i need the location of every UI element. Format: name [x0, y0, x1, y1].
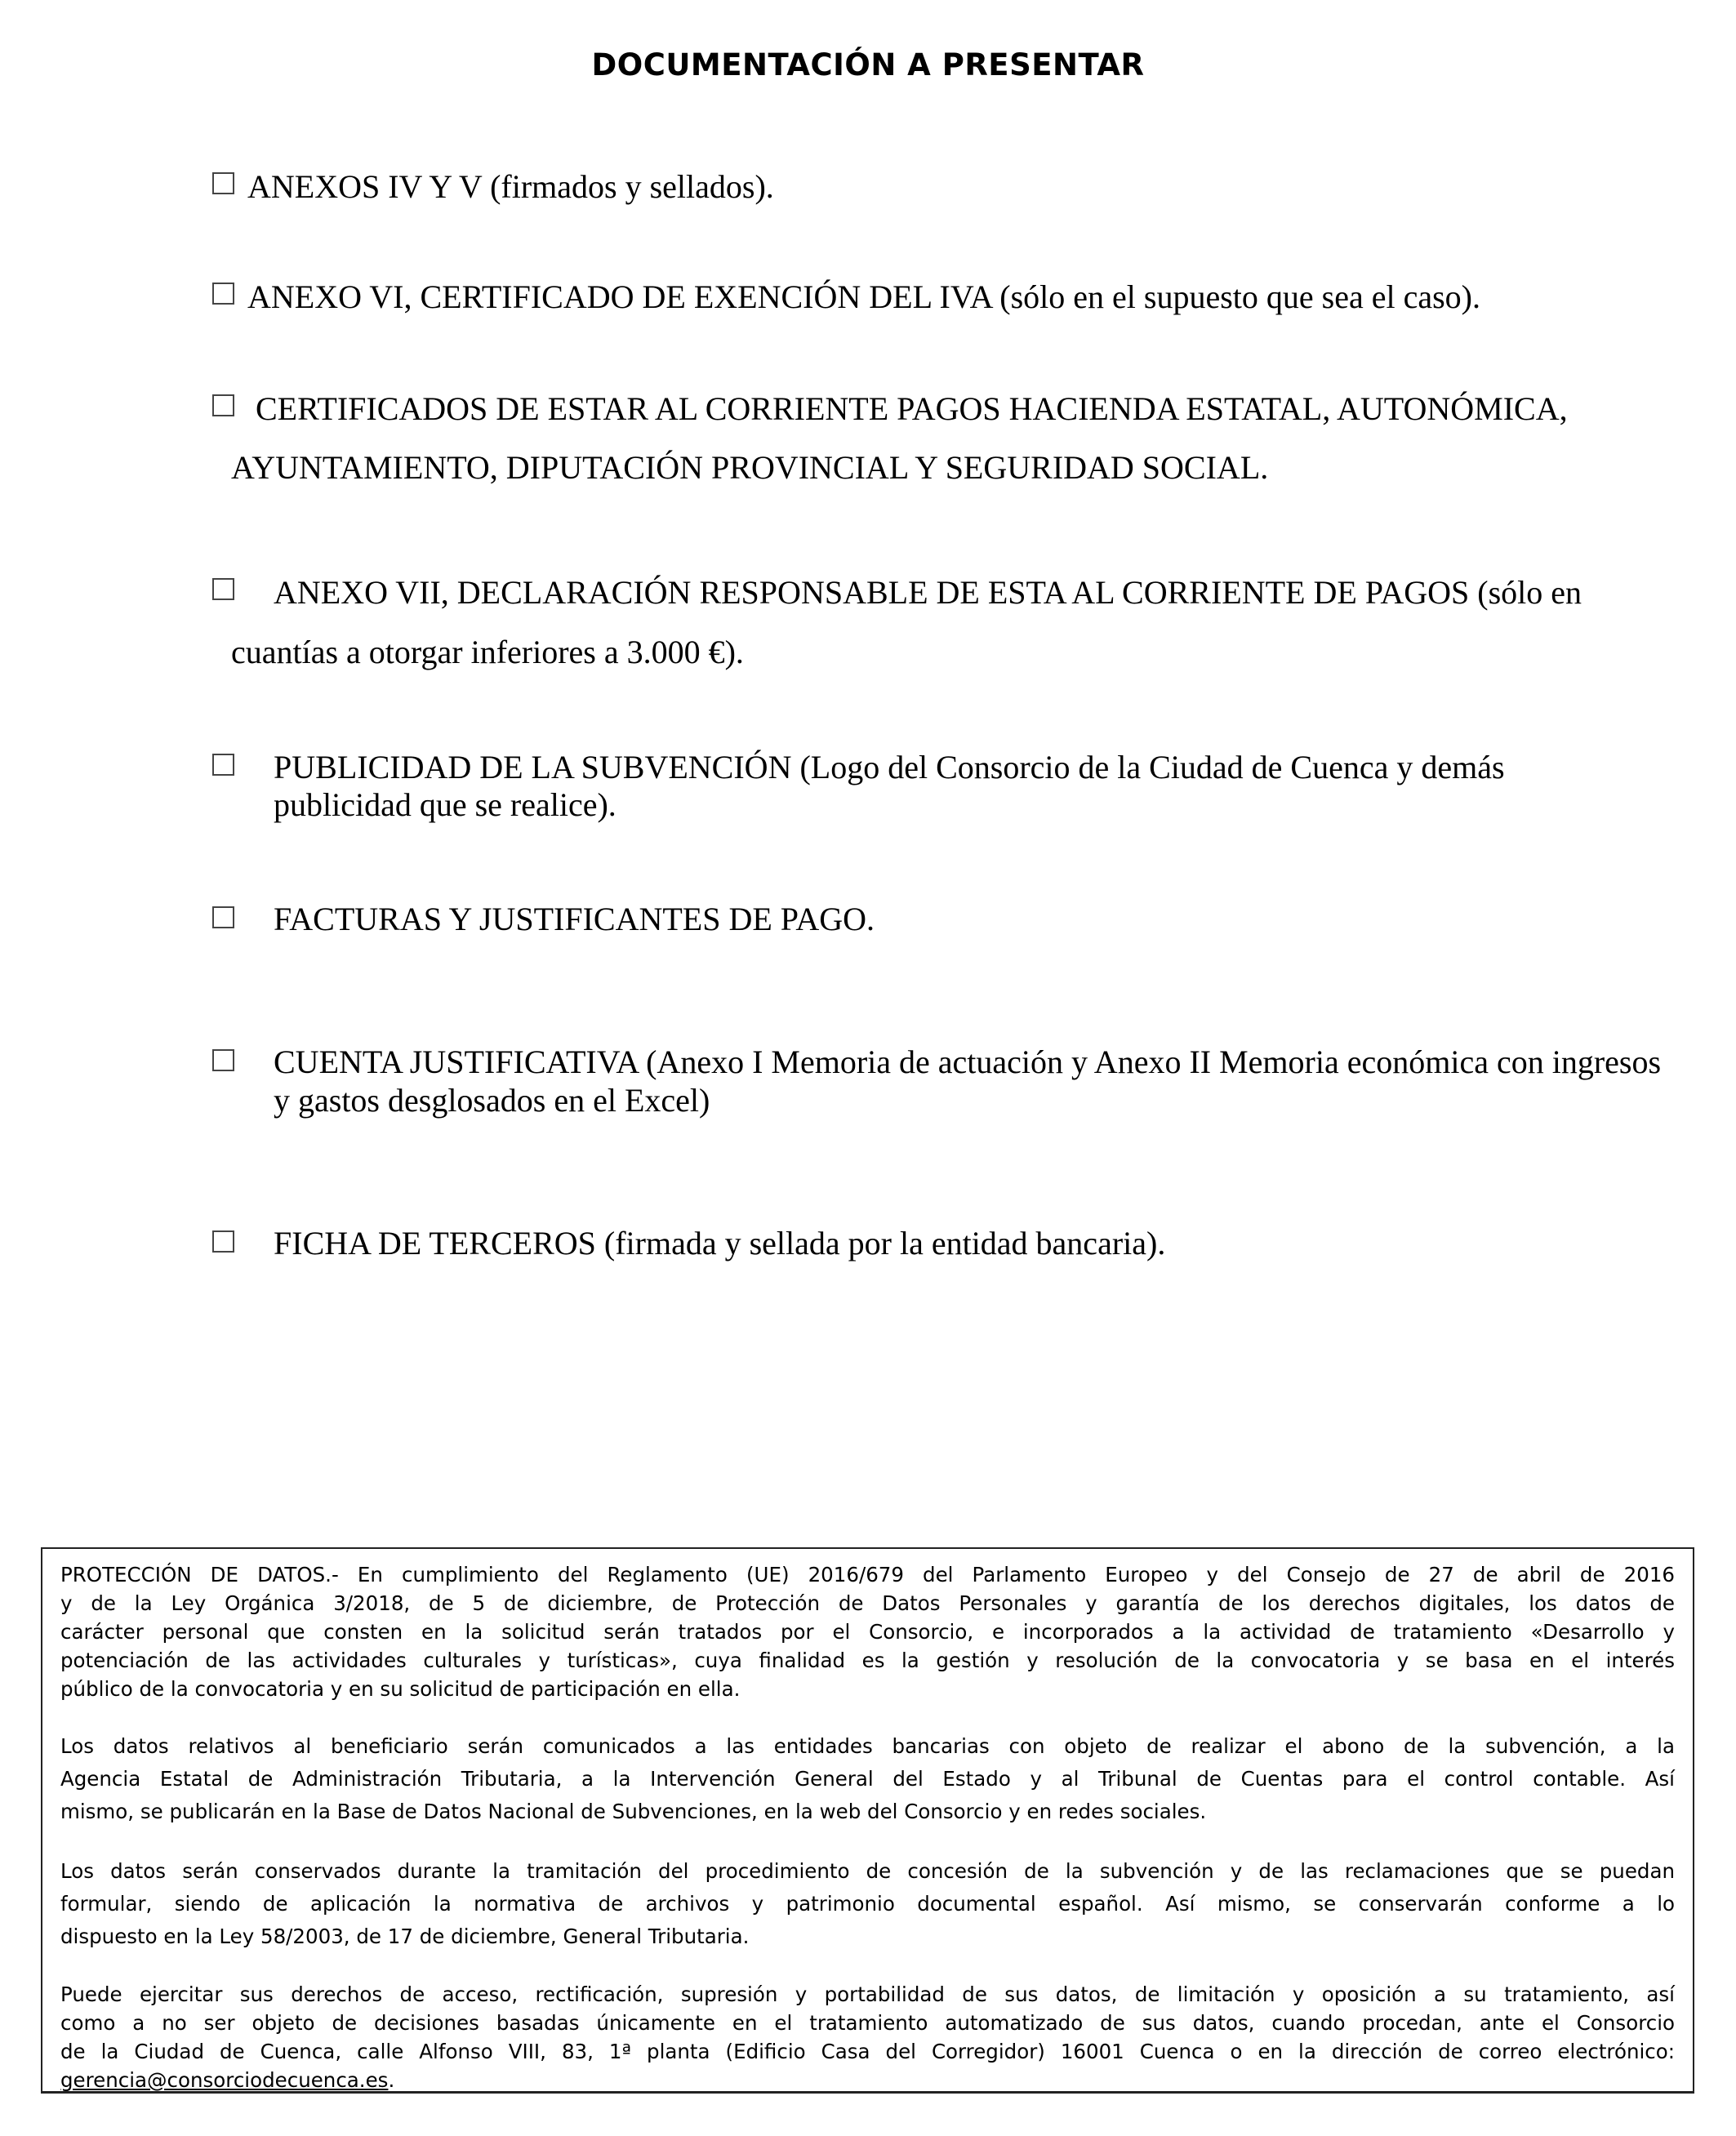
item-label: cuantías a otorgar inferiores a 3.000 €). — [231, 634, 744, 670]
email-suffix: . — [388, 2068, 395, 2092]
text-line: carácter personal que consten en la solicitud serán tratados por el Consorcio, e incorporados a la actividad de tratamiento «Desarrollo y — [60, 1620, 1675, 1644]
checkbox-anexo-vii[interactable] — [212, 578, 234, 600]
checkbox-certificados[interactable] — [212, 394, 234, 416]
item-label: PUBLICIDAD DE LA SUBVENCIÓN (Logo del Consorcio de la Ciudad de Cuenca y demás — [274, 749, 1505, 785]
checkbox-cuenta-justificativa[interactable] — [212, 1049, 234, 1071]
text-line: dispuesto en la Ley 58/2003, de 17 de diciembre, General Tributaria. — [60, 1925, 750, 1948]
text-line: Puede ejercitar sus derechos de acceso, rectificación, supresión y portabilidad de sus datos, de limitación y oposición a su tratamiento, así — [60, 1982, 1675, 2006]
item-label: FACTURAS Y JUSTIFICANTES DE PAGO. — [274, 901, 875, 937]
item-label: publicidad que se realice). — [274, 786, 617, 823]
item-label: FICHA DE TERCEROS (firmada y sellada por la entidad bancaria). — [274, 1225, 1166, 1262]
item-label: y gastos desglosados en el Excel) — [274, 1082, 710, 1119]
text-line: público de la convocatoria y en su solicitud de participación en ella. — [60, 1677, 741, 1701]
checkbox-publicidad[interactable] — [212, 754, 234, 776]
text-line: y de la Ley Orgánica 3/2018, de 5 de diciembre, de Protección de Datos Personales y garantía de los derechos digitales, los datos de — [60, 1591, 1675, 1615]
item-label: AYUNTAMIENTO, DIPUTACIÓN PROVINCIAL Y SEGURIDAD SOCIAL. — [231, 449, 1269, 486]
item-label: ANEXO VII, DECLARACIÓN RESPONSABLE DE ESTA AL CORRIENTE DE PAGOS (sólo en — [274, 574, 1582, 611]
text-line: mismo, se publicarán en la Base de Datos Nacional de Subvenciones, en la web del Consorcio y en redes sociales. — [60, 1800, 1207, 1823]
item-label: CUENTA JUSTIFICATIVA (Anexo I Memoria de actuación y Anexo II Memoria económica con ingresos — [274, 1044, 1662, 1080]
text-line: de la Ciudad de Cuenca, calle Alfonso VIII, 83, 1ª planta (Edificio Casa del Corregidor) 16001 Cuenca o en la dirección de correo electrónico: — [60, 2040, 1675, 2063]
page-title: DOCUMENTACIÓN A PRESENTAR — [591, 47, 1145, 82]
email-link[interactable]: gerencia@consorciodecuenca.es — [60, 2068, 389, 2092]
text-line: como a no ser objeto de decisiones basadas únicamente en el tratamiento automatizado de sus datos, cuando procedan, ante el Consorcio — [60, 2011, 1675, 2035]
checkbox-facturas[interactable] — [212, 906, 234, 928]
data-protection-paragraph — [60, 1730, 1675, 1828]
text-line: Los datos relativos al beneficiario serán comunicados a las entidades bancarias con objeto de realizar el abono de la subvención, a la — [60, 1734, 1675, 1758]
item-label: ANEXO VI, CERTIFICADO DE EXENCIÓN DEL IVA (sólo en el supuesto que sea el caso). — [247, 278, 1480, 315]
checkbox-ficha-terceros[interactable] — [212, 1230, 234, 1253]
checkbox-anexos-iv-v[interactable] — [212, 172, 234, 194]
text-line: Agencia Estatal de Administración Tributaria, a la Intervención General del Estado y al Tribunal de Cuentas para el control contable. Así — [60, 1767, 1675, 1791]
item-label: ANEXOS IV Y V (firmados y sellados). — [247, 168, 774, 205]
data-protection-notice — [41, 1547, 1694, 2094]
text-line: Los datos serán conservados durante la tramitación del procedimiento de concesión de la subvención y de las reclamaciones que se puedan — [60, 1859, 1675, 1883]
text-line — [60, 2066, 1675, 2094]
data-protection-paragraph — [60, 1855, 1675, 1953]
item-label: CERTIFICADOS DE ESTAR AL CORRIENTE PAGOS HACIENDA ESTATAL, AUTONÓMICA, — [256, 390, 1568, 427]
checkbox-anexo-vi[interactable] — [212, 283, 234, 305]
data-protection-paragraph — [60, 1560, 1675, 1703]
data-protection-paragraph — [60, 1980, 1675, 2094]
text-line: formular, siendo de aplicación la normativa de archivos y patrimonio documental español. Así mismo, se conservarán conforme a lo — [60, 1892, 1675, 1916]
text-line: PROTECCIÓN DE DATOS.- En cumplimiento del Reglamento (UE) 2016/679 del Parlamento Europeo y del Consejo de 27 de abril de 2016 — [60, 1563, 1675, 1586]
text-line: potenciación de las actividades culturales y turísticas», cuya finalidad es la gestión y resolución de la convocatoria y se basa en el interés — [60, 1649, 1675, 1672]
